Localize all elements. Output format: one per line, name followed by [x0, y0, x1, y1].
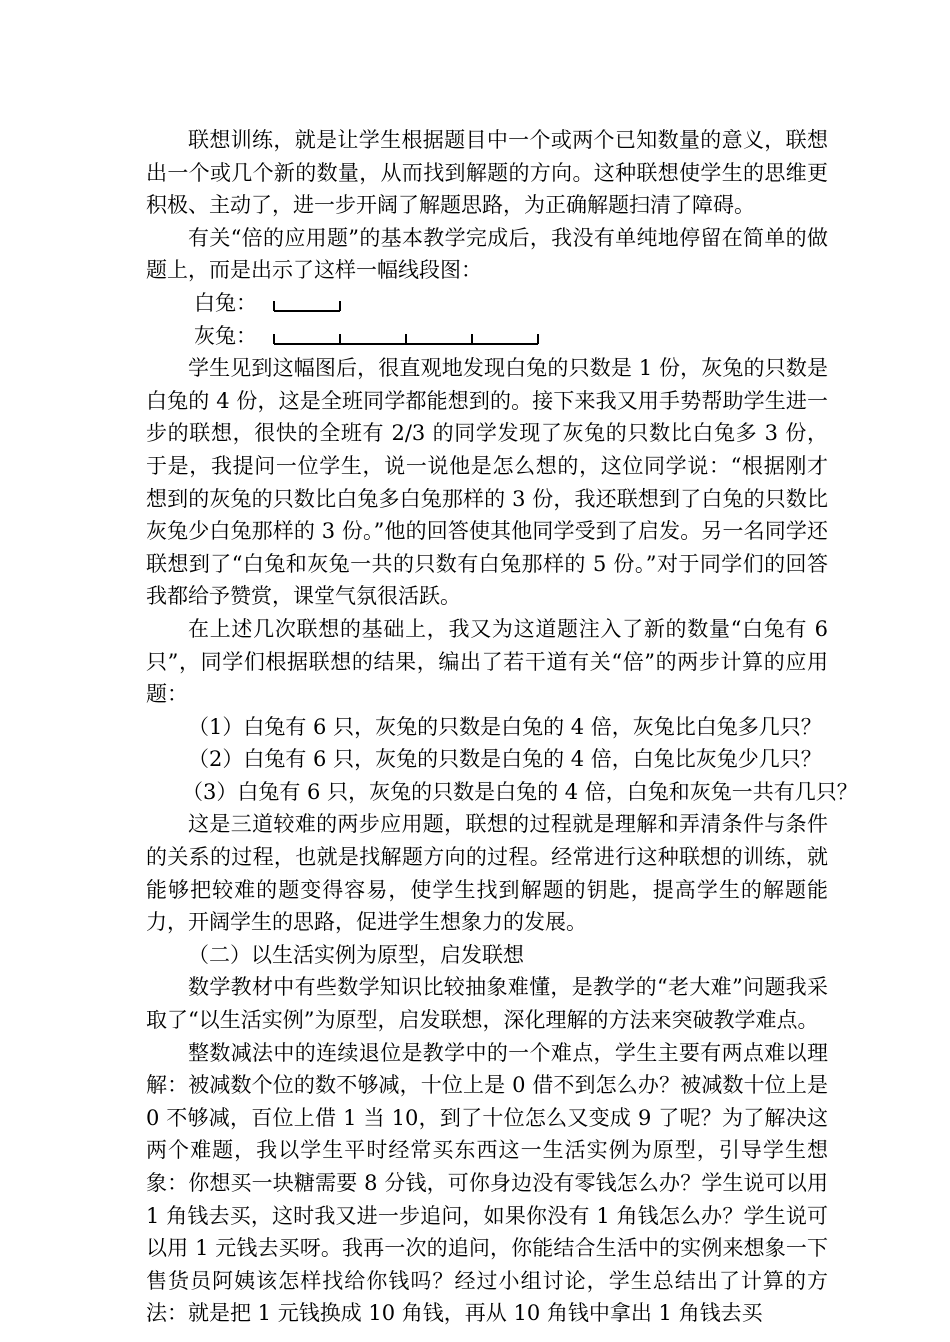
white-rabbit-label: 白兔： [194, 290, 257, 315]
paragraph-times-problem-intro: 有关“倍的应用题”的基本教学完成后，我没有单纯地停留在简单的做题上，而是出示了这样一幅线段图： [146, 225, 828, 283]
gray-rabbit-row [146, 320, 828, 353]
question-2: （2）白兔有 6 只，灰兔的只数是白兔的 4 倍，白兔比灰兔少几只？ [188, 747, 822, 772]
question-1: （1）白兔有 6 只，灰兔的只数是白兔的 4 倍，灰兔比白兔多几只？ [188, 714, 822, 739]
question-3: （3）白兔有 6 只，灰兔的只数是白兔的 4 倍，白兔和灰兔一共有几只？ [182, 779, 858, 804]
paragraph-association-training: 联想训练，就是让学生根据题目中一个或两个已知数量的意义，联想出一个或几个新的数量，从而找到解题的方向。这种联想使学生的思维更积极、主动了，进一步开阔了解题思路，为正确解题扫清了障碍。 [146, 128, 828, 218]
gray-rabbit-label: 灰兔： [194, 323, 257, 348]
paragraph-subtraction-borrowing: 整数减法中的连续退位是教学中的一个难点，学生主要有两点难以理解：被减数个位的数不够减，十位上是 0 借不到怎么办？被减数十位上是 0 不够减，百位上借 1 当 10，到了十位怎么又变成 9 了呢？为了解决这两个难题，我以学生平时经常买东西这一生活实例为原型，引导学生想象：你想买一块糖需要 8 分钱，可你身边没有零钱怎么办？学生说可以用 1 角钱去买，这时我又进一步追问，如果你没有 1 角钱怎么办？学生说可以用 1 元钱去买呀。我再一次的追问，你能结合生活中的实例来想象一下售货员阿姨该怎样找给你钱吗？经过小组讨论，学生总结出了计算的方法：就是把 1 元钱换成 10 角钱，再从 10 角钱中拿出 1 角钱去买 [146, 1040, 828, 1326]
document-page [146, 124, 858, 1330]
section-heading-life-examples: （二）以生活实例为原型，启发联想 [188, 942, 524, 967]
white-rabbit-segment [146, 287, 828, 319]
paragraph-new-quantity: 在上述几次联想的基础上，我又为这道题注入了新的数量“白兔有 6 只”，同学们根据联想的结果，编出了若干道有关“倍”的两步计算的应用题： [146, 616, 828, 707]
white-rabbit-row [146, 287, 828, 320]
paragraph-summary: 这是三道较难的两步应用题，联想的过程就是理解和弄清条件与条件的关系的过程，也就是找解题方向的过程。经常进行这种联想的训练，就能够把较难的题变得容易，使学生找到解题的钥匙，提高学生的解题能力，开阔学生的思路，促进学生想象力的发展。 [146, 812, 828, 935]
paragraph-abstract-knowledge: 数学教材中有些数学知识比较抽象难懂，是教学的“老大难”问题我采取了“以生活实例”为原型，启发联想，深化理解的方法来突破教学难点。 [146, 975, 828, 1033]
paragraph-student-observation: 学生见到这幅图后，很直观地发现白兔的只数是 1 份，灰兔的只数是白兔的 4 份，这是全班同学都能想到的。接下来我又用手势帮助学生进一步的联想，很快的全班有 2/3 的同学发现了灰兔的只数比白兔多 3 份，于是，我提问一位学生，说一说他是怎么想的，这位同学说：“根据刚才想到的灰兔的只数比白兔多白兔那样的 3 份，我还联想到了白兔的只数比灰兔少白兔那样的 3 份。”他的回答使其他同学受到了启发。另一名同学还联想到了“白兔和灰兔一共的只数有白兔那样的 5 份。”对于同学们的回答我都给予赞赏，课堂气氛很活跃。 [146, 356, 828, 609]
gray-rabbit-segment [146, 320, 828, 352]
